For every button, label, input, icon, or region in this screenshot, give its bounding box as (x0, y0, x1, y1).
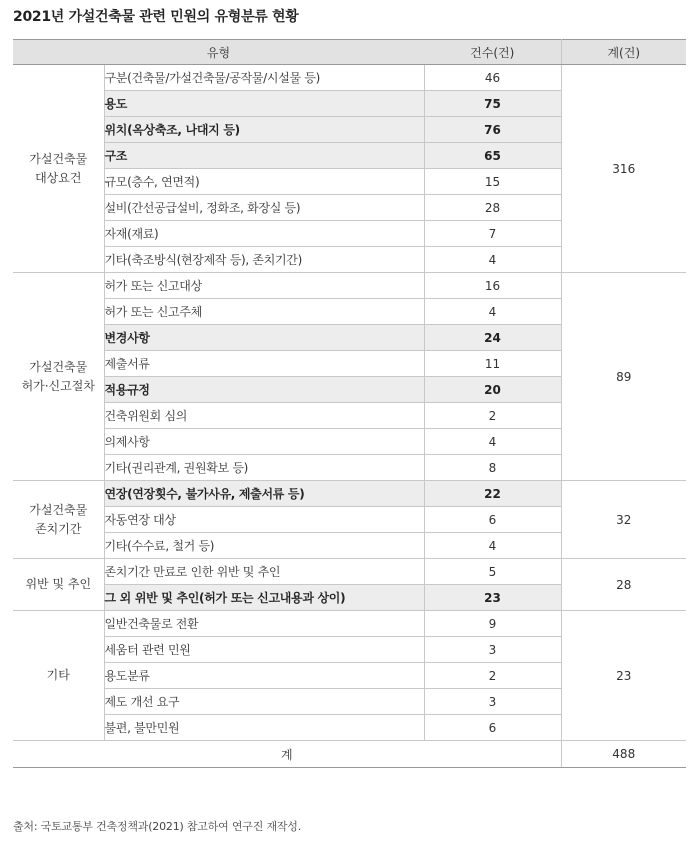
header-count: 건수(건) (424, 40, 561, 65)
type-cell: 적용규정 (104, 377, 424, 403)
category-cell: 위반 및 추인 (13, 559, 104, 611)
count-cell: 24 (424, 325, 561, 351)
table-row (13, 481, 686, 507)
category-cell: 가설건축물 대상요건 (13, 65, 104, 273)
category-cell: 기타 (13, 611, 104, 741)
count-cell: 16 (424, 273, 561, 299)
count-cell: 4 (424, 533, 561, 559)
type-cell: 연장(연장횟수, 불가사유, 제출서류 등) (104, 481, 424, 507)
source-note: 출처: 국토교통부 건축정책과(2021) 참고하여 연구진 재작성. (13, 820, 302, 833)
subtotal-cell: 89 (561, 273, 686, 481)
table-row (13, 273, 686, 299)
type-cell: 기타(권리관계, 권원확보 등) (104, 455, 424, 481)
count-cell: 11 (424, 351, 561, 377)
count-cell: 65 (424, 143, 561, 169)
type-cell: 기타(수수료, 철거 등) (104, 533, 424, 559)
count-cell: 23 (424, 585, 561, 611)
count-cell: 4 (424, 247, 561, 273)
table-header-row (13, 40, 686, 65)
complaint-type-table (13, 39, 686, 768)
type-cell: 제도 개선 요구 (104, 689, 424, 715)
table-title: 2021년 가설건축물 관련 민원의 유형분류 현황 (13, 9, 299, 25)
type-cell: 제출서류 (104, 351, 424, 377)
total-row (13, 741, 686, 768)
type-cell: 세움터 관련 민원 (104, 637, 424, 663)
type-cell: 존치기간 만료로 인한 위반 및 추인 (104, 559, 424, 585)
subtotal-cell: 32 (561, 481, 686, 559)
count-cell: 76 (424, 117, 561, 143)
count-cell: 6 (424, 715, 561, 741)
subtotal-cell: 23 (561, 611, 686, 741)
type-cell: 설비(간선공급설비, 정화조, 화장실 등) (104, 195, 424, 221)
type-cell: 용도 (104, 91, 424, 117)
type-cell: 일반건축물로 전환 (104, 611, 424, 637)
count-cell: 20 (424, 377, 561, 403)
type-cell: 허가 또는 신고주체 (104, 299, 424, 325)
type-cell: 의제사항 (104, 429, 424, 455)
type-cell: 건축위원회 심의 (104, 403, 424, 429)
count-cell: 2 (424, 663, 561, 689)
count-cell: 8 (424, 455, 561, 481)
type-cell: 불편, 불만민원 (104, 715, 424, 741)
subtotal-cell: 316 (561, 65, 686, 273)
type-cell: 그 외 위반 및 추인(허가 또는 신고내용과 상이) (104, 585, 424, 611)
count-cell: 3 (424, 689, 561, 715)
count-cell: 5 (424, 559, 561, 585)
count-cell: 15 (424, 169, 561, 195)
subtotal-cell: 28 (561, 559, 686, 611)
header-subtotal: 계(건) (561, 40, 686, 65)
table-body (13, 65, 686, 741)
type-cell: 변경사항 (104, 325, 424, 351)
count-cell: 4 (424, 299, 561, 325)
type-cell: 자재(재료) (104, 221, 424, 247)
total-value: 488 (561, 741, 686, 768)
count-cell: 7 (424, 221, 561, 247)
type-cell: 구조 (104, 143, 424, 169)
count-cell: 22 (424, 481, 561, 507)
count-cell: 6 (424, 507, 561, 533)
count-cell: 4 (424, 429, 561, 455)
table-row (13, 611, 686, 637)
count-cell: 75 (424, 91, 561, 117)
count-cell: 28 (424, 195, 561, 221)
count-cell: 2 (424, 403, 561, 429)
type-cell: 용도분류 (104, 663, 424, 689)
count-cell: 46 (424, 65, 561, 91)
table-row (13, 65, 686, 91)
count-cell: 9 (424, 611, 561, 637)
table-row (13, 559, 686, 585)
type-cell: 자동연장 대상 (104, 507, 424, 533)
type-cell: 기타(축조방식(현장제작 등), 존치기간) (104, 247, 424, 273)
category-cell: 가설건축물 허가·신고절차 (13, 273, 104, 481)
header-type: 유형 (13, 40, 424, 65)
category-cell: 가설건축물 존치기간 (13, 481, 104, 559)
type-cell: 구분(건축물/가설건축물/공작물/시설물 등) (104, 65, 424, 91)
total-label: 계 (13, 741, 561, 768)
type-cell: 위치(옥상축조, 나대지 등) (104, 117, 424, 143)
type-cell: 규모(층수, 연면적) (104, 169, 424, 195)
count-cell: 3 (424, 637, 561, 663)
type-cell: 허가 또는 신고대상 (104, 273, 424, 299)
